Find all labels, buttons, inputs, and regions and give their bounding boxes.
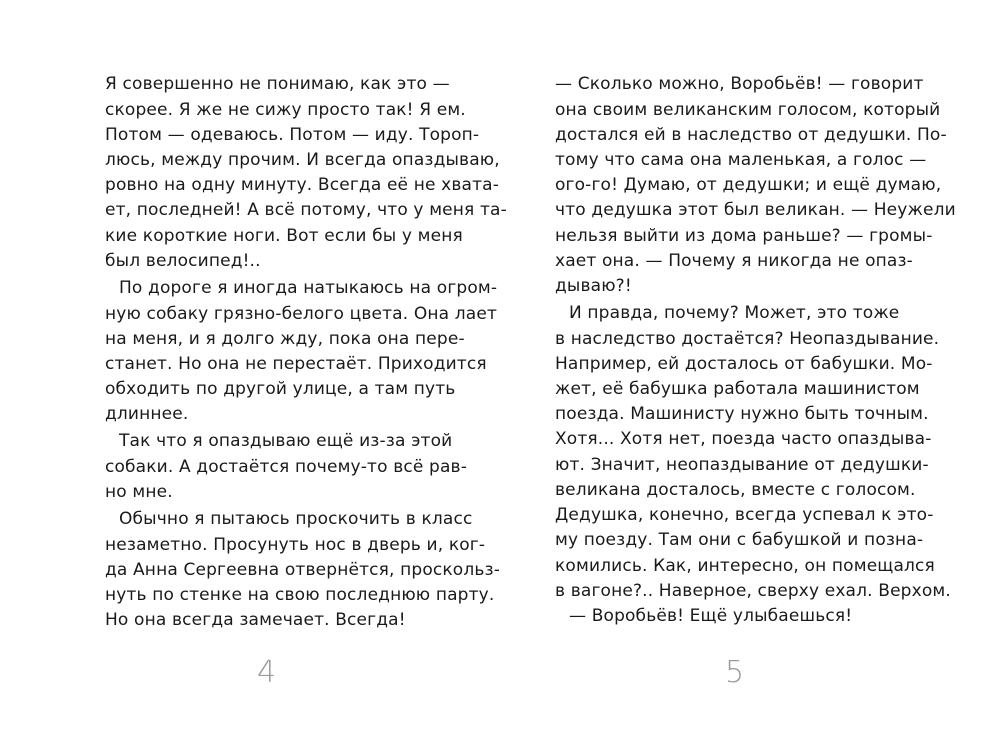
right-line-13: жет, её бабушка работала машинистом [555, 379, 920, 399]
left-line-16: собаки. А достаётся почему-то всё рав- [105, 457, 468, 477]
right-line-10: И правда, почему? Может, это тоже [569, 303, 900, 323]
right-line-15: Хотя... Хотя нет, поезда часто опаздыва- [555, 429, 932, 449]
left-line-7: кие короткие ноги. Вот если бы у меня [105, 226, 463, 246]
left-line-8: был велосипед!.. [105, 251, 261, 271]
page-number-right: 5 [725, 655, 745, 690]
right-page [500, 0, 1000, 750]
right-line-21: в вагоне?.. Наверное, сверху ехал. Верхом. [555, 581, 951, 601]
left-line-3: Потом — одеваюсь. Потом — иду. Тороп- [105, 125, 480, 145]
left-line-20: да Анна Сергеевна отвернётся, проскольз- [105, 560, 500, 580]
right-line-8: хает она. — Почему я никогда не опаз- [555, 251, 913, 271]
right-line-6: что дедушка этот был великан. — Неужели [555, 200, 956, 220]
left-line-21: нуть по стенке на свою последнюю парту. [105, 585, 495, 605]
right-line-4: тому что сама она маленькая, а голос — [555, 150, 927, 170]
left-line-4: люсь, между прочим. И всегда опаздываю, [105, 150, 500, 170]
right-line-19: му поезду. Там они с бабушкой и позна- [555, 530, 924, 550]
right-line-22: — Воробьёв! Ещё улыбаешься! [569, 606, 853, 626]
right-line-17: великана досталось, вместе с голосом. [555, 480, 916, 500]
left-line-1: Я совершенно не понимаю, как это — [105, 74, 450, 94]
left-line-17: но мне. [105, 482, 173, 502]
right-line-18: Дедушка, конечно, всегда успевал к это- [555, 505, 934, 525]
right-line-16: ют. Значит, неопаздывание от дедушки- [555, 455, 929, 475]
right-line-14: поезда. Машинисту нужно быть точным. [555, 404, 929, 424]
left-line-10: ную собаку грязно-белого цвета. Она лает [105, 304, 497, 324]
right-line-2: она своим великанским голосом, который [555, 100, 941, 120]
right-line-1: — Сколько можно, Воробьёв! — говорит [555, 74, 924, 94]
left-line-11: на меня, и я долго жду, пока она пере- [105, 329, 465, 349]
left-line-22: Но она всегда замечает. Всегда! [105, 610, 406, 630]
left-line-15: Так что я опаздываю ещё из-за этой [119, 431, 453, 451]
right-line-9: дываю?! [555, 276, 632, 296]
right-line-11: в наследство достаётся? Неопаздывание. [555, 329, 940, 349]
left-line-5: ровно на одну минуту. Всегда её не хвата- [105, 175, 499, 195]
right-line-12: Например, ей досталось от бабушки. Мо- [555, 354, 933, 374]
right-line-7: нельзя выйти из дома раньше? — громы- [555, 226, 933, 246]
left-line-9: По дороге я иногда натыкаюсь на огром- [119, 278, 498, 298]
left-line-19: незаметно. Просунуть нос в дверь и, ког- [105, 535, 486, 555]
left-line-14: длиннее. [105, 404, 189, 424]
left-line-13: обходить по другой улице, а там путь [105, 379, 456, 399]
right-line-5: ого-го! Думаю, от дедушки; и ещё думаю, [555, 175, 942, 195]
left-line-6: ет, последней! А всё потому, что у меня та- [105, 200, 507, 220]
left-line-2: скорее. Я же не сижу просто так! Я ем. [105, 100, 466, 120]
left-line-12: станет. Но она не перестаёт. Приходится [105, 354, 487, 374]
left-line-18: Обычно я пытаюсь проскочить в класс [119, 509, 473, 529]
page-number-left: 4 [257, 655, 277, 690]
right-line-3: достался ей в наследство от дедушки. По- [555, 125, 947, 145]
right-line-20: комились. Как, интересно, он помещался [555, 556, 935, 576]
